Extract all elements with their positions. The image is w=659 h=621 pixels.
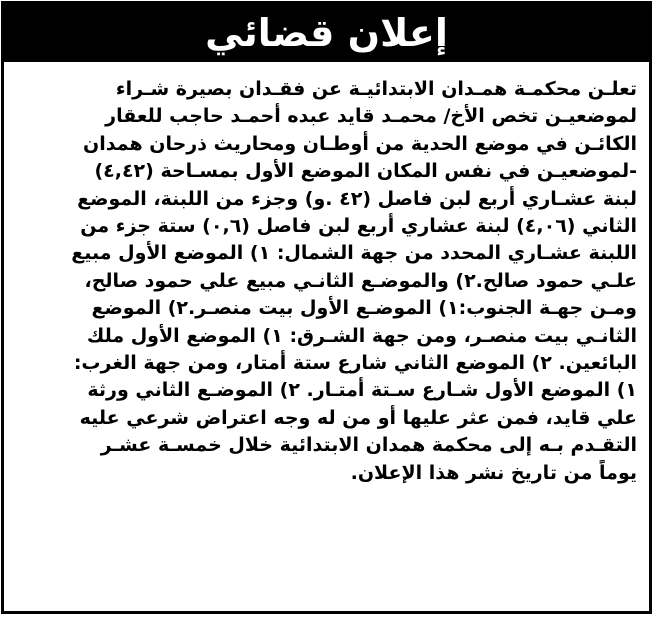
notice-line: يوماً من تاريخ نشر هذا الإعلان. bbox=[350, 461, 637, 484]
notice-line: تعلـن محكمـة همـدان الابتدائيـة عن فقـدان بصيرة شـراء bbox=[115, 78, 637, 100]
notice-line: البائعين. ٢) الموضع الثاني شارع ستة أمتار، ومن جهة الغرب: bbox=[73, 352, 637, 375]
notice-body bbox=[16, 76, 637, 487]
notice-line: الثانـي بيت منصـر، ومن جهة الشـرق: ١) الموضع الأول ملك bbox=[86, 324, 637, 347]
notice-line: لبنة عشـاري أربع لبن فاصل (٤٢ .و) وجزء من اللبنة، الموضع bbox=[77, 187, 637, 210]
notice-line: -لموضعيـن في نفس المكان الموضع الأول بمسـاحة (٤,٤٢) bbox=[94, 160, 637, 183]
notice-header bbox=[4, 4, 649, 62]
notice-line: الكائـن في موضع الحدية من أوطـان ومحاريث ذرحان همدان bbox=[83, 132, 637, 155]
notice-line: ١) الموضع الأول شـارع سـتة أمتـار. ٢) الموضـع الثاني ورثة bbox=[87, 379, 637, 402]
notice-line: اللبنة عشـاري المحدد من جهة الشمال: ١) الموضع الأول مبيع bbox=[71, 242, 637, 265]
notice-line: التقـدم بـه إلى محكمة همدان الابتدائية خلال خمسـة عشـر bbox=[100, 434, 637, 457]
legal-notice-box bbox=[1, 1, 652, 614]
notice-line: ومـن جهـة الجنوب:١) الموضـع الأول بيت منصـر.٢) الموضع bbox=[91, 297, 637, 320]
notice-line: لموضعيـن تخص الأخ/ محمـد قايد عبده أحمـد حاجب للعقار bbox=[105, 105, 637, 128]
notice-title: إعلان قضائي bbox=[205, 11, 448, 55]
notice-line: الثاني (٤,٠٦) لبنة عشاري أربع لبن فاصل (٠,٦) ستة جزء من bbox=[80, 215, 637, 238]
notice-line: علـي حمود صالح.٢) والموضـع الثانـي مبيع علي حمود صالح، bbox=[84, 269, 637, 292]
notice-line: علي قايد، فمن عثر عليها أو من له وجه اعتراض شرعي عليه bbox=[79, 406, 637, 429]
